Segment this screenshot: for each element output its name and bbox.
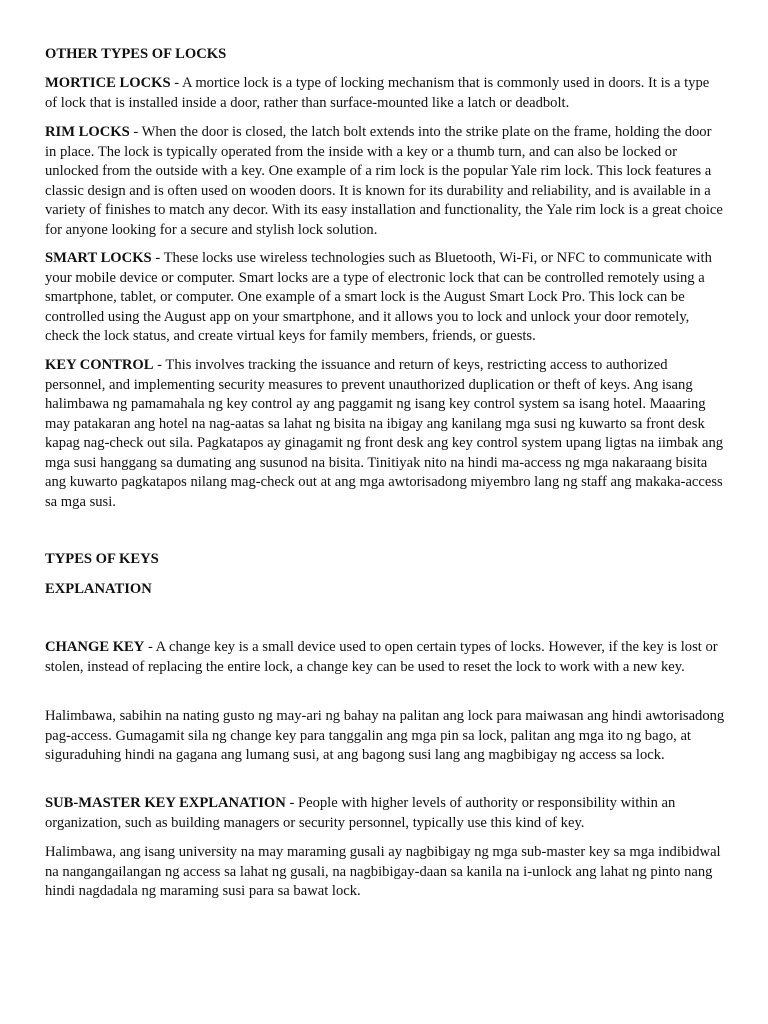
- paragraph-mortice-locks: [45, 74, 725, 113]
- paragraph-rim-locks: [45, 123, 725, 240]
- term-smart-locks: SMART LOCKS: [45, 250, 152, 266]
- paragraph-sub-master-key-example: Halimbawa, ang isang university na may maraming gusali ay nagbibigay ng mga sub-master key sa mga indibidwal na nangangailangan ng access sa lahat ng gusali, na nagbibigay-daan sa kanila na i-unlock ang lahat ng pinto nang hindi nagdadala ng maraming susi para sa bawat lock.: [45, 844, 721, 899]
- text-key-control: - This involves tracking the issuance and return of keys, restricting access to authorized personnel, and implementing security measures to prevent unauthorized duplication or theft of keys. Ang isang halimbawa ng pamamahala ng key control ay ang paggamit ng isang key control system sa isang hotel. Maaaring may patakaran ang hotel na nag-aatas sa lahat ng bisita na ibigay ang kanilang mga susi ng kuwarto sa front desk kapag nag-check out sila. Pagkatapos ay ginagamit ng front desk ang key control system upang ligtas na iimbak ang mga susi hanggang sa dumating ang susunod na bisita. Tinitiyak nito na hindi ma-access ng mga nakaraang bisita ang kuwarto pagkatapos nilang mag-check out at ang mga awtorisadong miyembro lang ng staff ang makaka-access sa mga susi.: [45, 357, 724, 510]
- paragraph-change-key-example: Halimbawa, sabihin na nating gusto ng may-ari ng bahay na palitan ang lock para maiwasan ang hindi awtorisadong pag-access. Gumagamit sila ng change key para tanggalin ang mga pin sa lock, palitan ang mga ito ng bago, at siguraduhing hindi na gagana ang lumang susi, at ang bagong susi lang ang magbibigay ng access sa lock.: [45, 708, 725, 763]
- paragraph-change-key: [45, 638, 725, 677]
- text-sub-master-key: - People with higher levels of authority or responsibility within an organization, such as building managers or security personnel, typically use this kind of key.: [45, 795, 676, 831]
- term-key-control: KEY CONTROL: [45, 357, 154, 373]
- section-heading-other-types-of-locks: OTHER TYPES OF LOCKS: [45, 46, 227, 62]
- term-mortice-locks: MORTICE LOCKS: [45, 75, 171, 91]
- text-rim-locks: - When the door is closed, the latch bolt extends into the strike plate on the frame, holding the door in place. The lock is typically operated from the inside with a key or a thumb turn, and can also be locked or unlocked from the outside with a key. One example of a rim lock is the popular Yale rim lock. This lock features a classic design and is often used on wooden doors. It is known for its durability and reliability, and is available in a variety of finishes to match any decor. With its easy installation and functionality, the Yale rim lock is a great choice for anyone looking for a secure and stylish lock solution.: [45, 124, 723, 238]
- text-change-key: - A change key is a small device used to open certain types of locks. However, if the key is lost or stolen, instead of replacing the entire lock, a change key can be used to reset the lock to work with a new key.: [45, 639, 718, 675]
- subheading-explanation: EXPLANATION: [45, 581, 152, 597]
- paragraph-key-control: [45, 356, 725, 512]
- paragraph-sub-master-key: [45, 794, 725, 833]
- text-smart-locks: - These locks use wireless technologies such as Bluetooth, Wi-Fi, or NFC to communicate with your mobile device or computer. Smart locks are a type of electronic lock that can be controlled remotely using a smartphone, tablet, or computer. One example of a smart lock is the August Smart Lock Pro. This lock can be controlled using the August app on your smartphone, and it allows you to lock and unlock your door remotely, check the lock status, and create virtual keys for family members, friends, or guests.: [45, 250, 712, 344]
- term-sub-master-key: SUB-MASTER KEY EXPLANATION: [45, 795, 286, 811]
- term-change-key: CHANGE KEY: [45, 639, 145, 655]
- term-rim-locks: RIM LOCKS: [45, 124, 130, 140]
- section-heading-types-of-keys: TYPES OF KEYS: [45, 551, 159, 567]
- text-mortice-locks: - A mortice lock is a type of locking mechanism that is commonly used in doors. It is a type of lock that is installed inside a door, rather than surface-mounted like a latch or deadbolt.: [45, 75, 710, 111]
- paragraph-smart-locks: [45, 249, 725, 347]
